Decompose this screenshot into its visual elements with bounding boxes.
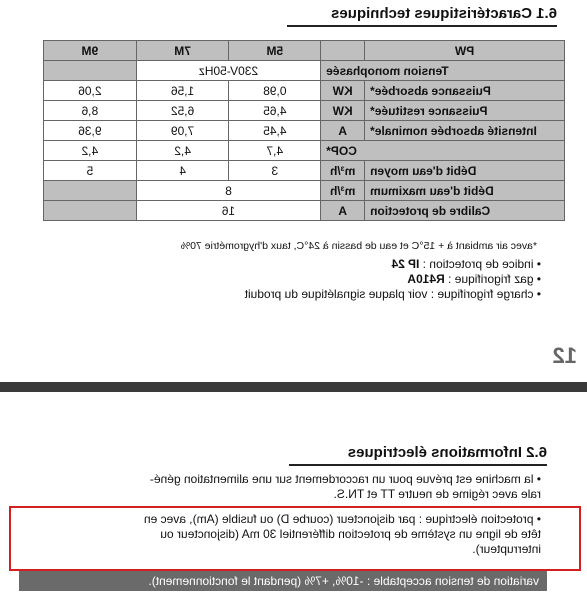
row-unit: A — [321, 201, 365, 221]
electrical-bullet-2 — [144, 512, 541, 557]
blank-cell — [44, 61, 137, 81]
row-unit: m³/h — [321, 181, 365, 201]
header-unit-blank — [321, 41, 365, 61]
cell-7m: 6,52 — [136, 101, 229, 121]
cell-9m: 8,6 — [44, 101, 137, 121]
header-7m: 7M — [136, 41, 229, 61]
paragraph-line: interrupteur). — [472, 542, 541, 556]
row-merged-value: 230V-50Hz — [136, 61, 320, 81]
row-unit: m³/h — [321, 161, 365, 181]
cell-5m: 4,45 — [229, 121, 321, 141]
cell-7m: 7,09 — [136, 121, 229, 141]
cell-9m: 4,2 — [44, 141, 137, 161]
page-number: 12 — [552, 343, 577, 368]
section1-title-underline — [287, 25, 557, 27]
row-unit: KW — [321, 101, 365, 121]
blank-cell — [44, 181, 137, 201]
electrical-bullet-1 — [150, 472, 541, 502]
cell-9m: 9,36 — [44, 121, 137, 141]
header-9m: 9M — [44, 41, 137, 61]
table-footnote: *avec air ambiant à + 15°C et eau de bassin à 24°C, taux d'hygrométrie 70% — [180, 240, 537, 252]
table-row — [44, 101, 565, 121]
table-row — [44, 201, 565, 221]
header-5m: 5M — [229, 41, 321, 61]
cell-5m: 3 — [229, 161, 321, 181]
table-row — [44, 181, 565, 201]
cell-7m: 4 — [136, 161, 229, 181]
paragraph-line: tête de ligne un système de protection différentiel 30 mA (disjoncteur ou — [160, 527, 541, 541]
section2-title-underline — [289, 464, 547, 466]
row-unit: KW — [321, 81, 365, 101]
cell-9m: 5 — [44, 161, 137, 181]
section2-title: 6.2 Informations électriques — [347, 444, 547, 461]
blank-cell — [44, 201, 137, 221]
row-label: Puissance restituée* — [365, 101, 565, 121]
cell-5m: 4,7 — [229, 141, 321, 161]
list-item: • gaz frigorifique : R410A — [407, 272, 541, 286]
row-label: Intensité absorbée nominale* — [365, 121, 565, 141]
spec-bullet-list — [245, 257, 541, 302]
table-row — [44, 141, 565, 161]
section1-title: 6.1 Caractéristiques techniques — [331, 5, 557, 22]
row-label: COP* — [321, 141, 565, 161]
paragraph-line: rale avec régime de neutre TT et TN.S. — [333, 487, 541, 501]
table-row — [44, 81, 565, 101]
header-pw: PW — [365, 41, 565, 61]
row-label: Puissance absorbée* — [365, 81, 565, 101]
spec-table — [43, 40, 565, 221]
voltage-variation-bar: variation de tension acceptable : -10%, +7% (pendant le fonctionnement). — [19, 571, 547, 591]
list-item: • indice de protection : IP 24 — [391, 257, 541, 271]
row-merged-value: 16 — [136, 201, 320, 221]
cell-7m: 4,2 — [136, 141, 229, 161]
row-label: Calibre de protection — [365, 201, 565, 221]
paragraph-line: • protection électrique : par disjoncteur (courbe D) ou fusible (Am), avec en — [143, 512, 541, 526]
cell-5m: 4,65 — [229, 101, 321, 121]
row-merged-value: 8 — [136, 181, 320, 201]
table-row — [44, 121, 565, 141]
table-header-row — [44, 41, 565, 61]
page-break-divider — [0, 382, 587, 392]
paragraph-line: • la machine est prévue pour un raccordement sur une alimentation géné- — [149, 472, 541, 486]
list-item: • charge frigorifique : voir plaque signalétique du produit — [244, 287, 541, 301]
cell-7m: 1,56 — [136, 81, 229, 101]
table-row — [44, 61, 565, 81]
row-label: Débit d'eau moyen — [365, 161, 565, 181]
row-label: Débit d'eau maximum — [365, 181, 565, 201]
cell-9m: 2,06 — [44, 81, 137, 101]
cell-5m: 0,98 — [229, 81, 321, 101]
table-row — [44, 161, 565, 181]
row-label: Tension monophasée — [321, 61, 565, 81]
row-unit: A — [321, 121, 365, 141]
